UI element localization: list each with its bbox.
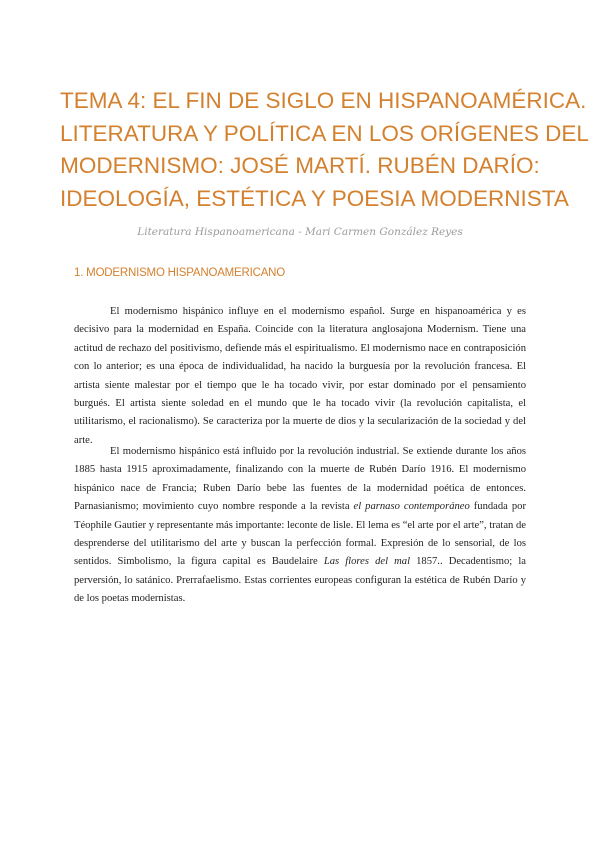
body-paragraph-2: [74, 443, 526, 609]
italic-title-flores: Las flores del mal: [323, 556, 411, 568]
paragraph-text: El modernismo hispánico está influido por la revolución industrial. Se extiende durante los años 1885 hasta 1915 aproximadamente, finalizando con la muerte de Rubén Darío 1916. El modernismo hispánico nace de Francia; Ruben Darío bebe las fuentes de la modernidad poética de entonces. Parnasianismo; movimiento cuyo nombre responde a la revista: [74, 446, 526, 513]
body-paragraph-1: El modernismo hispánico influye en el modernismo español. Surge en hispanoamérica y es decisivo para la modernidad en España. Coincide con la literatura anglosajona Modernism. Tiene una actitud de rechazo del positivismo, defiende más el espiritualismo. El modernismo nace en contraposición con lo anterior; es una época de individualidad, ha nacido la burguesía por la revolución francesa. El artista siente malestar por el tiempo que le ha tocado vivir, por estar dominado por el pensamiento burgués. El artista siente soledad en el mundo que le ha tocado vivir (la revolución capitalista, el utilitarismo, el racionalismo). Se caracteriza por la muerte de dios y la secularización de la sociedad y del arte.: [74, 306, 526, 446]
title-line: MODERNISMO: JOSÉ MARTÍ. RUBÉN DARÍO:: [60, 153, 540, 178]
document-title: [60, 85, 589, 215]
section-heading: 1. MODERNISMO HISPANOAMERICANO: [74, 267, 286, 279]
document-subtitle: Literatura Hispanoamericana - Mari Carmen González Reyes: [137, 226, 463, 238]
title-line: IDEOLOGÍA, ESTÉTICA Y POESIA MODERNISTA: [60, 185, 569, 211]
paragraph-text: 1857.. Decadentismo; la perversión, lo satánico. Prerrafaelismo. Estas corrientes europeas configuran la estética de Rubén Darío y de los poetas modernistas.: [74, 556, 526, 605]
title-line: TEMA 4: EL FIN DE SIGLO EN HISPANOAMÉRICA.: [60, 88, 587, 113]
title-line: LITERATURA Y POLÍTICA EN LOS ORÍGENES DEL: [60, 120, 589, 146]
italic-title-parnaso: el parnaso contemporáneo: [353, 501, 470, 513]
paragraph-text: fundada por Téophile Gautier y representante más importante: leconte de lisle. El lema es “el arte por el arte”, tratan de desprenderse del utilitarismo del arte y buscan la perfección formal. Expresión de lo sensorial, de los sentidos. Simbolismo, la figura capital es Baudelaire: [74, 501, 526, 568]
